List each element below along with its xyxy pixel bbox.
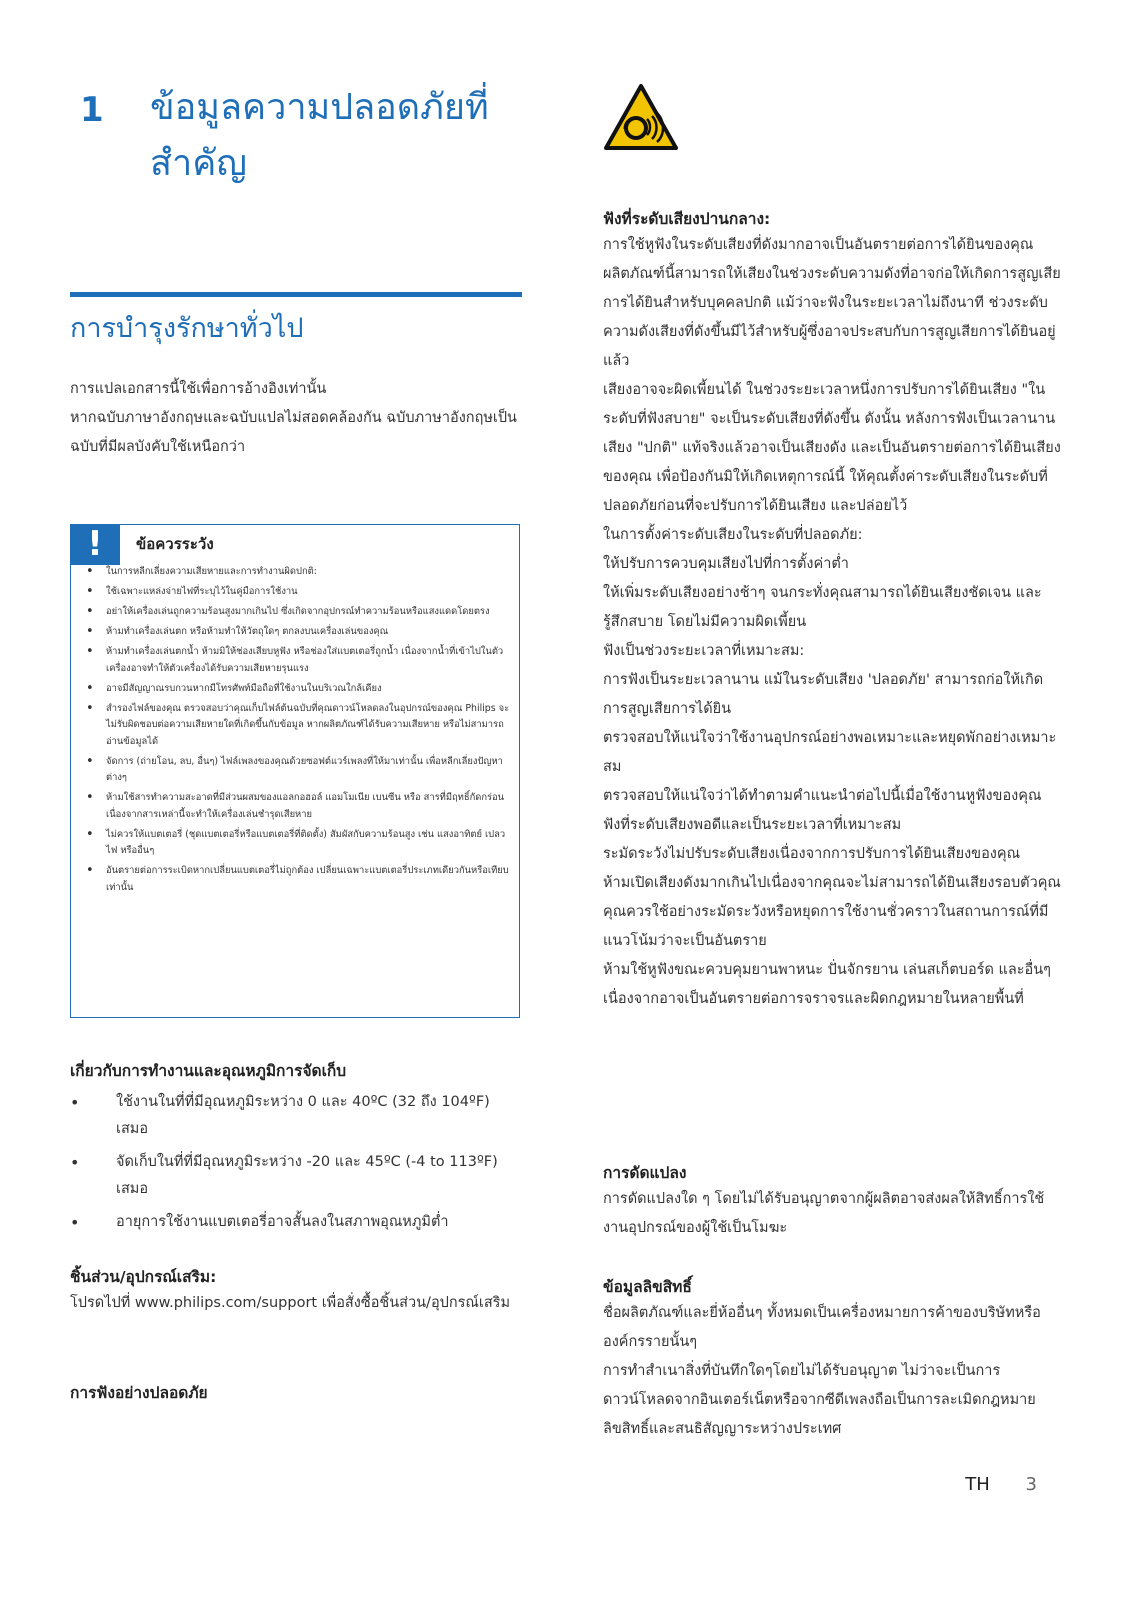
moderate-volume-line: การใช้หูฟังในระดับเสียงที่ดังมากอาจเป็นอันตรายต่อการได้ยินของคุณ ผลิตภัณฑ์นี้สามารถให้เสียงในช่วงระดับความดังที่อาจก่อให้เกิดการสูญเสียการได้ยินสำหรับบุคคลปกติ แม้ว่าจะฟังในระยะเวลาไม่ถึงนาที ช่วงระดับความดังเสียงที่ดังขึ้นมีไว้สำหรับผู้ซึ่งอาจประสบกับการสูญเสียการได้ยินอยู่แล้ว bbox=[603, 237, 1061, 369]
warning-item: • อย่าให้เครื่องเล่นถูกความร้อนสูงมากเกินไป ซึ่งเกิดจากอุปกรณ์ทำความร้อนหรือแสงแดดโดยตรง bbox=[84, 604, 514, 621]
warning-item: • จัดการ (ถ่ายโอน, ลบ, อื่นๆ) ไฟล์เพลงของคุณด้วยซอฟต์แวร์เพลงที่ให้มาเท่านั้น เพื่อหลีกเลี่ยงปัญหาต่างๆ bbox=[84, 754, 514, 787]
moderate-volume-line: เสียงอาจจะผิดเพี้ยนได้ ในช่วงระยะเวลาหนึ่งการปรับการได้ยินเสียง "ในระดับที่ฟังสบาย" จะเป็นระดับเสียงที่ดังขึ้น ดังนั้น หลังการฟังเป็นเวลานาน เสียง "ปกติ" แท้จริงแล้วอาจเป็นเสียงดัง และเป็นอันตรายต่อการได้ยินเสียงของคุณ เพื่อป้องกันมิให้เกิดเหตุการณ์นี้ ให้คุณตั้งค่าระดับเสียงในระดับที่ปลอดภัยก่อนที่จะปรับการได้ยินเสียง และปล่อยไว้ bbox=[603, 382, 1061, 514]
safe-listening-title: การฟังอย่างปลอดภัย bbox=[70, 1384, 208, 1402]
accessories-title: ชิ้นส่วน/อุปกรณ์เสริม: bbox=[70, 1268, 217, 1286]
moderate-volume-line: ห้ามเปิดเสียงดังมากเกินไปเนื่องจากคุณจะไม่สามารถได้ยินเสียงรอบตัวคุณ bbox=[603, 875, 1061, 891]
moderate-volume-line: ในการตั้งค่าระดับเสียงในระดับที่ปลอดภัย: bbox=[603, 527, 863, 543]
warning-item: • สำรองไฟล์ของคุณ ตรวจสอบว่าคุณเก็บไฟล์ต้นฉบับที่คุณดาวน์โหลดลงในอุปกรณ์ของคุณ Philips จะไม่รับผิดชอบต่อความเสียหายใดที่เกิดขึ้นกับข้อมูล หากผลิตภัณฑ์ได้รับความเสียหาย หรือไม่สามารถอ่านข้อมูลได้ bbox=[84, 701, 514, 751]
operating-section bbox=[70, 1058, 522, 1242]
moderate-volume-line: ฟังที่ระดับเสียงพอดีและเป็นระยะเวลาที่เหมาะสม bbox=[603, 817, 902, 833]
page-number: 3 bbox=[1025, 1474, 1037, 1495]
modifications-section bbox=[603, 1160, 1063, 1243]
moderate-volume-section bbox=[603, 206, 1063, 1014]
warning-item: • ไม่ควรให้แบตเตอรี่ (ชุดแบตเตอรี่หรือแบตเตอรี่ที่ติดตั้ง) สัมผัสกับความร้อนสูง เช่น แสงอาทิตย์ เปลวไฟ หรืออื่นๆ bbox=[84, 827, 514, 860]
chapter-number: 1 bbox=[80, 90, 104, 130]
intro-text bbox=[70, 375, 522, 462]
intro-line: หากฉบับภาษาอังกฤษและฉบับแปลไม่สอดคล้องกัน ฉบับภาษาอังกฤษเป็นฉบับที่มีผลบังคับใช้เหนือกว่า bbox=[70, 410, 517, 455]
operating-item: • จัดเก็บในที่ที่มีอุณหภูมิระหว่าง -20 และ 45ºC (-4 to 113ºF) เสมอ bbox=[70, 1149, 522, 1203]
operating-title: เกี่ยวกับการทำงานและอุณหภูมิการจัดเก็บ bbox=[70, 1062, 347, 1080]
warning-item: • ในการหลีกเลี่ยงความเสียหายและการทำงานผิดปกติ: bbox=[84, 564, 514, 581]
moderate-volume-line: การฟังเป็นระยะเวลานาน แม้ในระดับเสียง 'ปลอดภัย' สามารถก่อให้เกิดการสูญเสียการได้ยิน bbox=[603, 672, 1044, 717]
section-rule bbox=[70, 292, 522, 297]
exclamation-icon: ! bbox=[70, 524, 120, 565]
copyright-title: ข้อมูลลิขสิทธิ์ bbox=[603, 1278, 692, 1296]
intro-line: การแปลเอกสารนี้ใช้เพื่อการอ้างอิงเท่านั้น bbox=[70, 381, 327, 397]
moderate-volume-line: ห้ามใช้หูฟังขณะควบคุมยานพาหนะ ปั่นจักรยาน เล่นสเก็ตบอร์ด และอื่นๆ เนื่องจากอาจเป็นอันตรายต่อการจราจรและผิดกฎหมายในหลายพื้นที่ bbox=[603, 962, 1051, 1007]
warning-header bbox=[70, 524, 522, 565]
operating-item: • อายุการใช้งานแบตเตอรี่อาจสั้นลงในสภาพอุณหภูมิต่ำ bbox=[70, 1209, 522, 1236]
moderate-volume-title: ฟังที่ระดับเสียงปานกลาง: bbox=[603, 210, 771, 228]
copyright-section bbox=[603, 1274, 1063, 1444]
moderate-volume-line: ระมัดระวังไม่ปรับระดับเสียงเนื่องจากการปรับการได้ยินเสียงของคุณ bbox=[603, 846, 1021, 862]
safe-listening-section bbox=[70, 1380, 522, 1405]
moderate-volume-line: ฟังเป็นช่วงระยะเวลาที่เหมาะสม: bbox=[603, 643, 805, 659]
page-footer bbox=[965, 1474, 1037, 1495]
moderate-volume-line: ตรวจสอบให้แน่ใจว่าได้ทำตามคำแนะนำต่อไปนี้เมื่อใช้งานหูฟังของคุณ bbox=[603, 788, 1042, 804]
moderate-volume-line: ตรวจสอบให้แน่ใจว่าใช้งานอุปกรณ์อย่างพอเหมาะและหยุดพักอย่างเหมาะสม bbox=[603, 730, 1057, 775]
warning-item: • ห้ามใช้สารทำความสะอาดที่มีส่วนผสมของแอลกอฮอล์ แอมโมเนีย เบนซีน หรือ สารที่มีฤทธิ์กัดกร่อน เนื่องจากสารเหล่านี้จะทำให้เครื่องเล่นชำรุดเสียหาย bbox=[84, 790, 514, 823]
language-code: TH bbox=[965, 1474, 990, 1495]
chapter-title: ข้อมูลความปลอดภัยที่สำคัญ bbox=[150, 87, 489, 184]
operating-list bbox=[70, 1089, 522, 1236]
warning-item: • ห้ามทำเครื่องเล่นตกน้ำ ห้ามมิให้ช่องเสียบหูฟัง หรือช่องใส่แบตเตอรี่ถูกน้ำ เนื่องจากน้ำที่เข้าไปในตัวเครื่องอาจทำให้ตัวเครื่องได้รับความเสียหายรุนแรง bbox=[84, 644, 514, 677]
moderate-volume-line: ให้เพิ่มระดับเสียงอย่างช้าๆ จนกระทั่งคุณสามารถได้ยินเสียงชัดเจน และรู้สึกสบาย โดยไม่มีความผิดเพี้ยน bbox=[603, 585, 1042, 630]
section-title: การบำรุงรักษาทั่วไป bbox=[70, 313, 304, 344]
warning-list bbox=[84, 564, 514, 900]
moderate-volume-line: ให้ปรับการควบคุมเสียงไปที่การตั้งค่าต่ำ bbox=[603, 556, 849, 572]
modifications-title: การดัดแปลง bbox=[603, 1164, 687, 1182]
warning-item: • อาจมีสัญญาณรบกวนหากมีโทรศัพท์มือถือที่ใช้งานในบริเวณใกล้เคียง bbox=[84, 681, 514, 698]
copyright-line: ชื่อผลิตภัณฑ์และยี่ห้ออื่นๆ ทั้งหมดเป็นเครื่องหมายการค้าของบริษัทหรือองค์กรรายนั้นๆ bbox=[603, 1305, 1041, 1350]
warning-title: ข้อควรระวัง bbox=[136, 535, 214, 553]
operating-item: • ใช้งานในที่ที่มีอุณหภูมิระหว่าง 0 และ 40ºC (32 ถึง 104ºF) เสมอ bbox=[70, 1089, 522, 1143]
accessories-text: โปรดไปที่ www.philips.com/support เพื่อสั่งซื้อชิ้นส่วน/อุปกรณ์เสริม bbox=[70, 1295, 511, 1311]
modifications-text: การดัดแปลงใด ๆ โดยไม่ได้รับอนุญาตจากผู้ผลิตอาจส่งผลให้สิทธิ์การใช้งานอุปกรณ์ของผู้ใช้เป็นโมฆะ bbox=[603, 1191, 1045, 1236]
warning-item: • อันตรายต่อการระเบิดหากเปลี่ยนแบตเตอรี่ไม่ถูกต้อง เปลี่ยนเฉพาะแบตเตอรี่ประเภทเดียวกันหรือเทียบเท่านั้น bbox=[84, 863, 514, 896]
warning-item: • ใช้เฉพาะแหล่งจ่ายไฟที่ระบุไว้ในคู่มือการใช้งาน bbox=[84, 584, 514, 601]
accessories-section bbox=[70, 1264, 522, 1318]
moderate-volume-line: คุณควรใช้อย่างระมัดระวังหรือหยุดการใช้งานชั่วคราวในสถานการณ์ที่มีแนวโน้มว่าจะเป็นอันตราย bbox=[603, 904, 1049, 949]
warning-item: • ห้ามทำเครื่องเล่นตก หรือห้ามทำให้วัตถุใดๆ ตกลงบนเครื่องเล่นของคุณ bbox=[84, 624, 514, 641]
copyright-line: การทำสำเนาสิ่งที่บันทึกใดๆโดยไม่ได้รับอนุญาต ไม่ว่าจะเป็นการดาวน์โหลดจากอินเตอร์เน็ตหรือจากซีดีเพลงถือเป็นการละเมิดกฎหมายลิขสิทธิ์และสนธิสัญญาระหว่างประเทศ bbox=[603, 1363, 1036, 1437]
hearing-hazard-icon bbox=[603, 83, 679, 151]
